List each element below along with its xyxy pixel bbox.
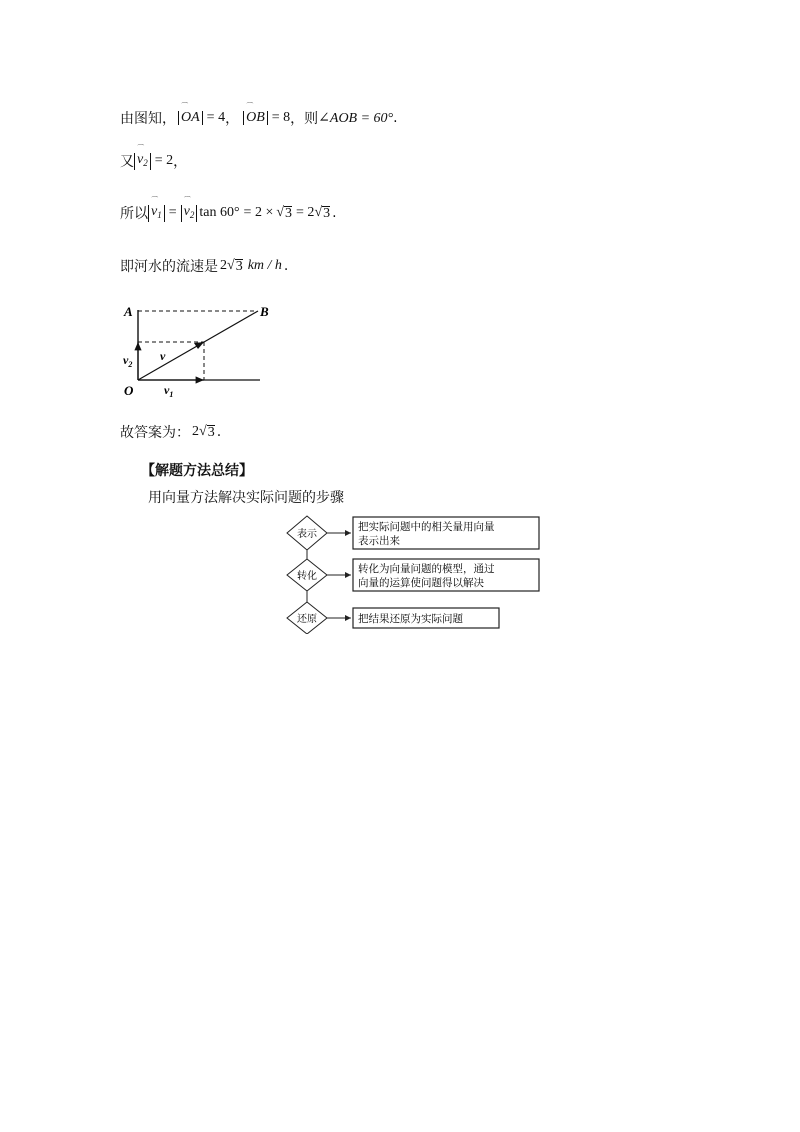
label-b: B [260, 304, 269, 319]
vector-arrow-icon: ⌒ [245, 102, 252, 110]
vector-arrow-icon: ⌒ [180, 102, 186, 110]
vector-ob-magnitude: ⌒ OB [243, 111, 268, 125]
vector-v2-magnitude: ⌒ $v_2$ [181, 205, 198, 222]
flow-step-transform [287, 559, 539, 591]
vector-arrow-icon: ⌒ [136, 143, 142, 152]
summary-heading: 【解题方法总结】 [141, 463, 253, 479]
solution-line-2 [120, 143, 188, 171]
tan-term: tan 60° [199, 205, 240, 220]
sqrt-radicand: 3 [207, 425, 215, 440]
line4-prefix: 即河水的流速是 [120, 259, 218, 275]
speed-unit: km / h [247, 258, 282, 273]
diamond-label: 表示 [297, 529, 317, 540]
step-box-line-1: 把实际问题中的相关量用向量 [358, 521, 495, 533]
equals-sign: = [168, 205, 177, 220]
line4-end: . [283, 258, 289, 274]
line1-then: ，则 [290, 111, 319, 127]
diamond-label: 还原 [297, 614, 317, 625]
label-a: A [124, 304, 133, 319]
vector-v1-magnitude: ⌒ $v_1$ [148, 205, 165, 222]
answer-coef: 2 [192, 424, 199, 439]
line1-end: . [393, 110, 398, 126]
answer-prefix: 故答案为： [120, 425, 190, 441]
line3-prefix: 所以 [120, 206, 148, 222]
ob-value: = 8 [271, 110, 291, 125]
sqrt-icon: √ [314, 205, 323, 220]
sqrt-radicand: 3 [285, 206, 293, 221]
summary-subtitle: 用向量方法解决实际问题的步骤 [148, 490, 344, 506]
answer-line [120, 422, 221, 442]
oa-value: = 4 [206, 110, 226, 125]
line2-prefix: 又 [120, 154, 134, 170]
step-box-line-1: 转化为向量问题的模型，通过 [358, 563, 495, 575]
line3-end: . [332, 205, 337, 221]
vector-arrow-icon: ⌒ [150, 195, 156, 204]
solution-line-4 [120, 256, 288, 276]
label-v1: $v_1$ [164, 383, 174, 399]
step-box-line-2: 向量的运算使问题得以解决 [358, 577, 484, 589]
answer-end: . [216, 424, 222, 440]
vector-oa-magnitude: ⌒ OA [178, 111, 203, 125]
flow-step-represent [287, 516, 539, 550]
angle-expr: ∠AOB = 60° [318, 110, 394, 126]
diamond-label: 转化 [297, 571, 317, 582]
label-o: O [124, 383, 134, 398]
line1-prefix: 由图知， [120, 111, 176, 127]
vector-arrow-icon: ⌒ [182, 195, 189, 204]
sqrt-radicand: 3 [323, 206, 331, 221]
v2-value: = 2 [154, 153, 174, 168]
sqrt-radicand: 3 [235, 259, 243, 274]
vector-figure [118, 298, 278, 408]
line1-sep: ， [225, 111, 240, 127]
expr-2: = 2 [296, 205, 315, 220]
sqrt-icon: √ [199, 424, 207, 439]
step-box-line-1: 把结果还原为实际问题 [358, 613, 463, 625]
solution-line-3 [120, 195, 337, 223]
sqrt-icon: √ [227, 258, 235, 273]
expr-1: = 2 × [243, 205, 274, 220]
vector-v-arrowhead [194, 342, 204, 349]
speed-coef: 2 [220, 258, 227, 273]
label-v: v [160, 349, 166, 363]
line2-end: ， [173, 154, 188, 170]
sqrt-icon: √ [276, 205, 285, 220]
steps-flowchart [285, 514, 545, 634]
vector-v2-magnitude: ⌒ $v_2$ [134, 153, 151, 170]
flow-step-restore [287, 602, 499, 634]
label-v2: $v_2$ [123, 353, 133, 369]
solution-line-1 [120, 102, 398, 128]
step-box-line-2: 表示出来 [358, 535, 400, 547]
